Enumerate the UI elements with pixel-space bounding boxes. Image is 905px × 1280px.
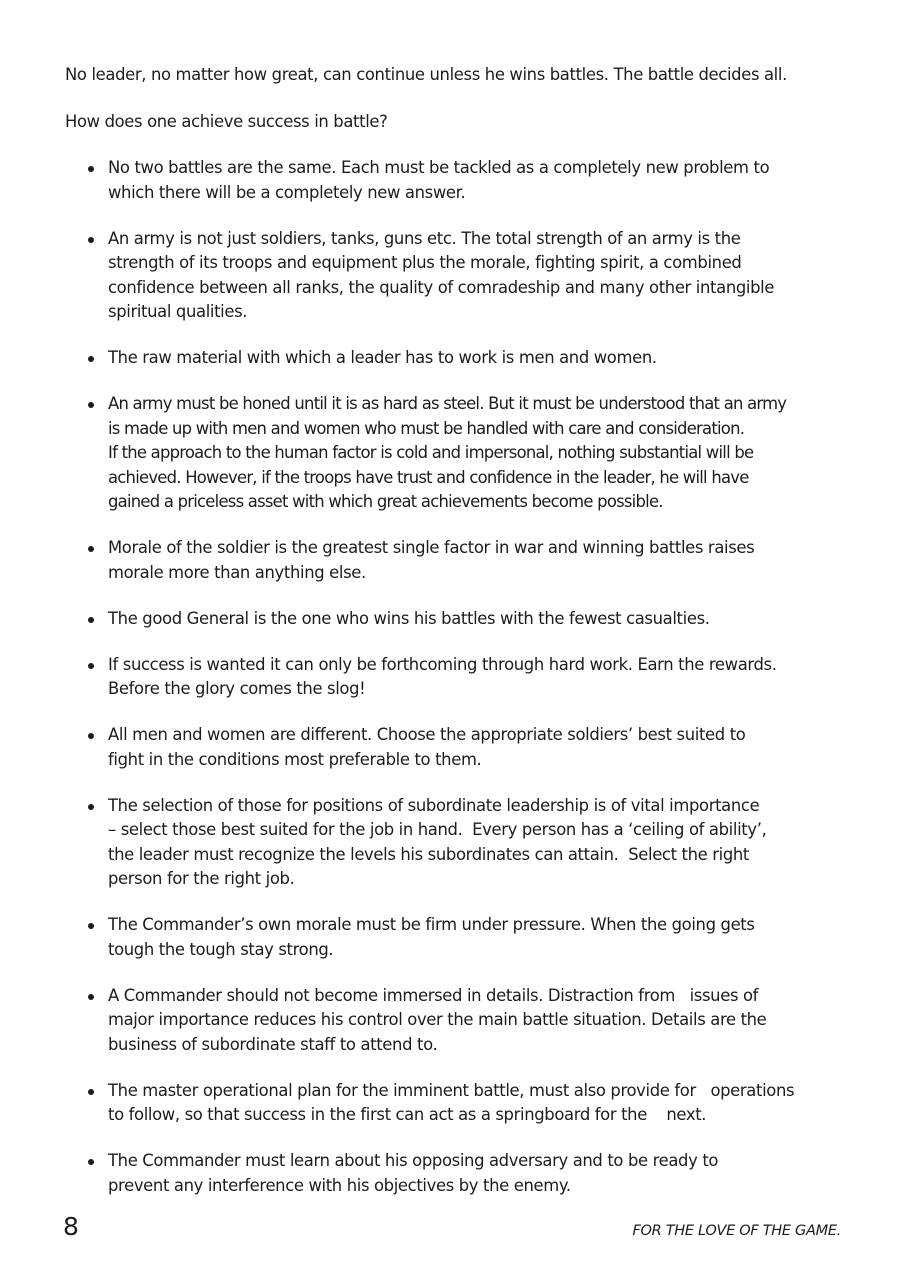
bullet-dot-icon <box>88 804 94 810</box>
bullet-dot-icon <box>88 617 94 623</box>
list-item-line: strength of its troops and equipment plus the morale, fighting spirit, a combined <box>108 253 742 272</box>
page-number: 8 <box>63 1212 79 1241</box>
list-item <box>86 227 816 325</box>
list-item-line: tough the tough stay strong. <box>108 939 334 959</box>
list-item-line: A Commander should not become immersed in details. Distraction from issues of <box>108 985 759 1005</box>
bullet-dot-icon <box>88 166 94 172</box>
list-item-line: morale more than anything else. <box>108 562 366 582</box>
list-item-line: An army must be honed until it is as hard as steel. But it must be understood that an army <box>108 394 787 413</box>
list-item-line: The raw material with which a leader has to work is men and women. <box>108 348 657 367</box>
list-item-line: The Commander must learn about his opposing adversary and to be ready to <box>108 1151 719 1170</box>
bullet-list <box>86 156 816 1220</box>
bullet-dot-icon <box>88 237 94 243</box>
list-item-line: If success is wanted it can only be forthcoming through hard work. Earn the rewards. <box>108 654 777 674</box>
footer-title: FOR THE LOVE OF THE GAME. <box>632 1223 841 1239</box>
bullet-dot-icon <box>88 923 94 929</box>
list-item-line: prevent any interference with his objectives by the enemy. <box>108 1175 571 1195</box>
list-item-line: major importance reduces his control over the main battle situation. Details are the <box>108 1010 767 1029</box>
list-item-line: fight in the conditions most preferable to them. <box>108 749 482 769</box>
bullet-dot-icon <box>88 1159 94 1165</box>
list-item-line: Morale of the soldier is the greatest single factor in war and winning battles raises <box>108 538 755 557</box>
list-item <box>86 794 816 892</box>
list-item <box>86 607 816 632</box>
list-item <box>86 346 816 371</box>
list-item-line: is made up with men and women who must be handled with care and consideration. <box>108 418 745 438</box>
list-item-line: achieved. However, if the troops have trust and confidence in the leader, he will have <box>108 467 749 487</box>
list-item-line: The good General is the one who wins his battles with the fewest casualties. <box>108 608 710 628</box>
bullet-dot-icon <box>88 356 94 362</box>
bullet-dot-icon <box>88 663 94 669</box>
list-item <box>86 392 816 515</box>
list-item-line: spiritual qualities. <box>108 302 248 321</box>
bullet-dot-icon <box>88 1089 94 1095</box>
list-item <box>86 653 816 702</box>
list-item-line: The master operational plan for the imminent battle, must also provide for operations <box>108 1080 795 1100</box>
list-item-line: All men and women are different. Choose the appropriate soldiers’ best suited to <box>108 725 746 744</box>
list-item-line: business of subordinate staff to attend to. <box>108 1034 438 1054</box>
list-item-line: confidence between all ranks, the quality of comradeship and many other intangible <box>108 277 775 297</box>
list-item <box>86 913 816 962</box>
list-item <box>86 156 816 205</box>
list-item <box>86 536 816 585</box>
list-item-line: person for the right job. <box>108 869 295 888</box>
list-item <box>86 1079 816 1128</box>
list-item-line: An army is not just soldiers, tanks, guns etc. The total strength of an army is the <box>108 228 741 248</box>
list-item-line: to follow, so that success in the first can act as a springboard for the next. <box>108 1105 707 1124</box>
bullet-dot-icon <box>88 402 94 408</box>
list-item-line: the leader must recognize the levels his subordinates can attain. Select the right <box>108 844 750 864</box>
list-item-line: If the approach to the human factor is cold and impersonal, nothing substantial will be <box>108 443 754 462</box>
list-item-line: gained a priceless asset with which great achievements become possible. <box>108 492 663 511</box>
list-item-line: which there will be a completely new answer. <box>108 182 466 202</box>
list-item <box>86 984 816 1058</box>
list-item <box>86 723 816 772</box>
list-item-line: Before the glory comes the slog! <box>108 679 366 698</box>
bullet-dot-icon <box>88 994 94 1000</box>
intro-question: How does one achieve success in battle? <box>65 112 388 131</box>
list-item-line: The Commander’s own morale must be firm under pressure. When the going gets <box>108 915 755 934</box>
list-item <box>86 1149 816 1198</box>
intro-paragraph: No leader, no matter how great, can continue unless he wins battles. The battle decides all. <box>65 65 787 84</box>
list-item-line: – select those best suited for the job in hand. Every person has a ‘ceiling of ability’, <box>108 820 767 839</box>
list-item-line: No two battles are the same. Each must be tackled as a completely new problem to <box>108 158 770 177</box>
bullet-dot-icon <box>88 733 94 739</box>
bullet-dot-icon <box>88 546 94 552</box>
list-item-line: The selection of those for positions of subordinate leadership is of vital importance <box>108 795 760 815</box>
